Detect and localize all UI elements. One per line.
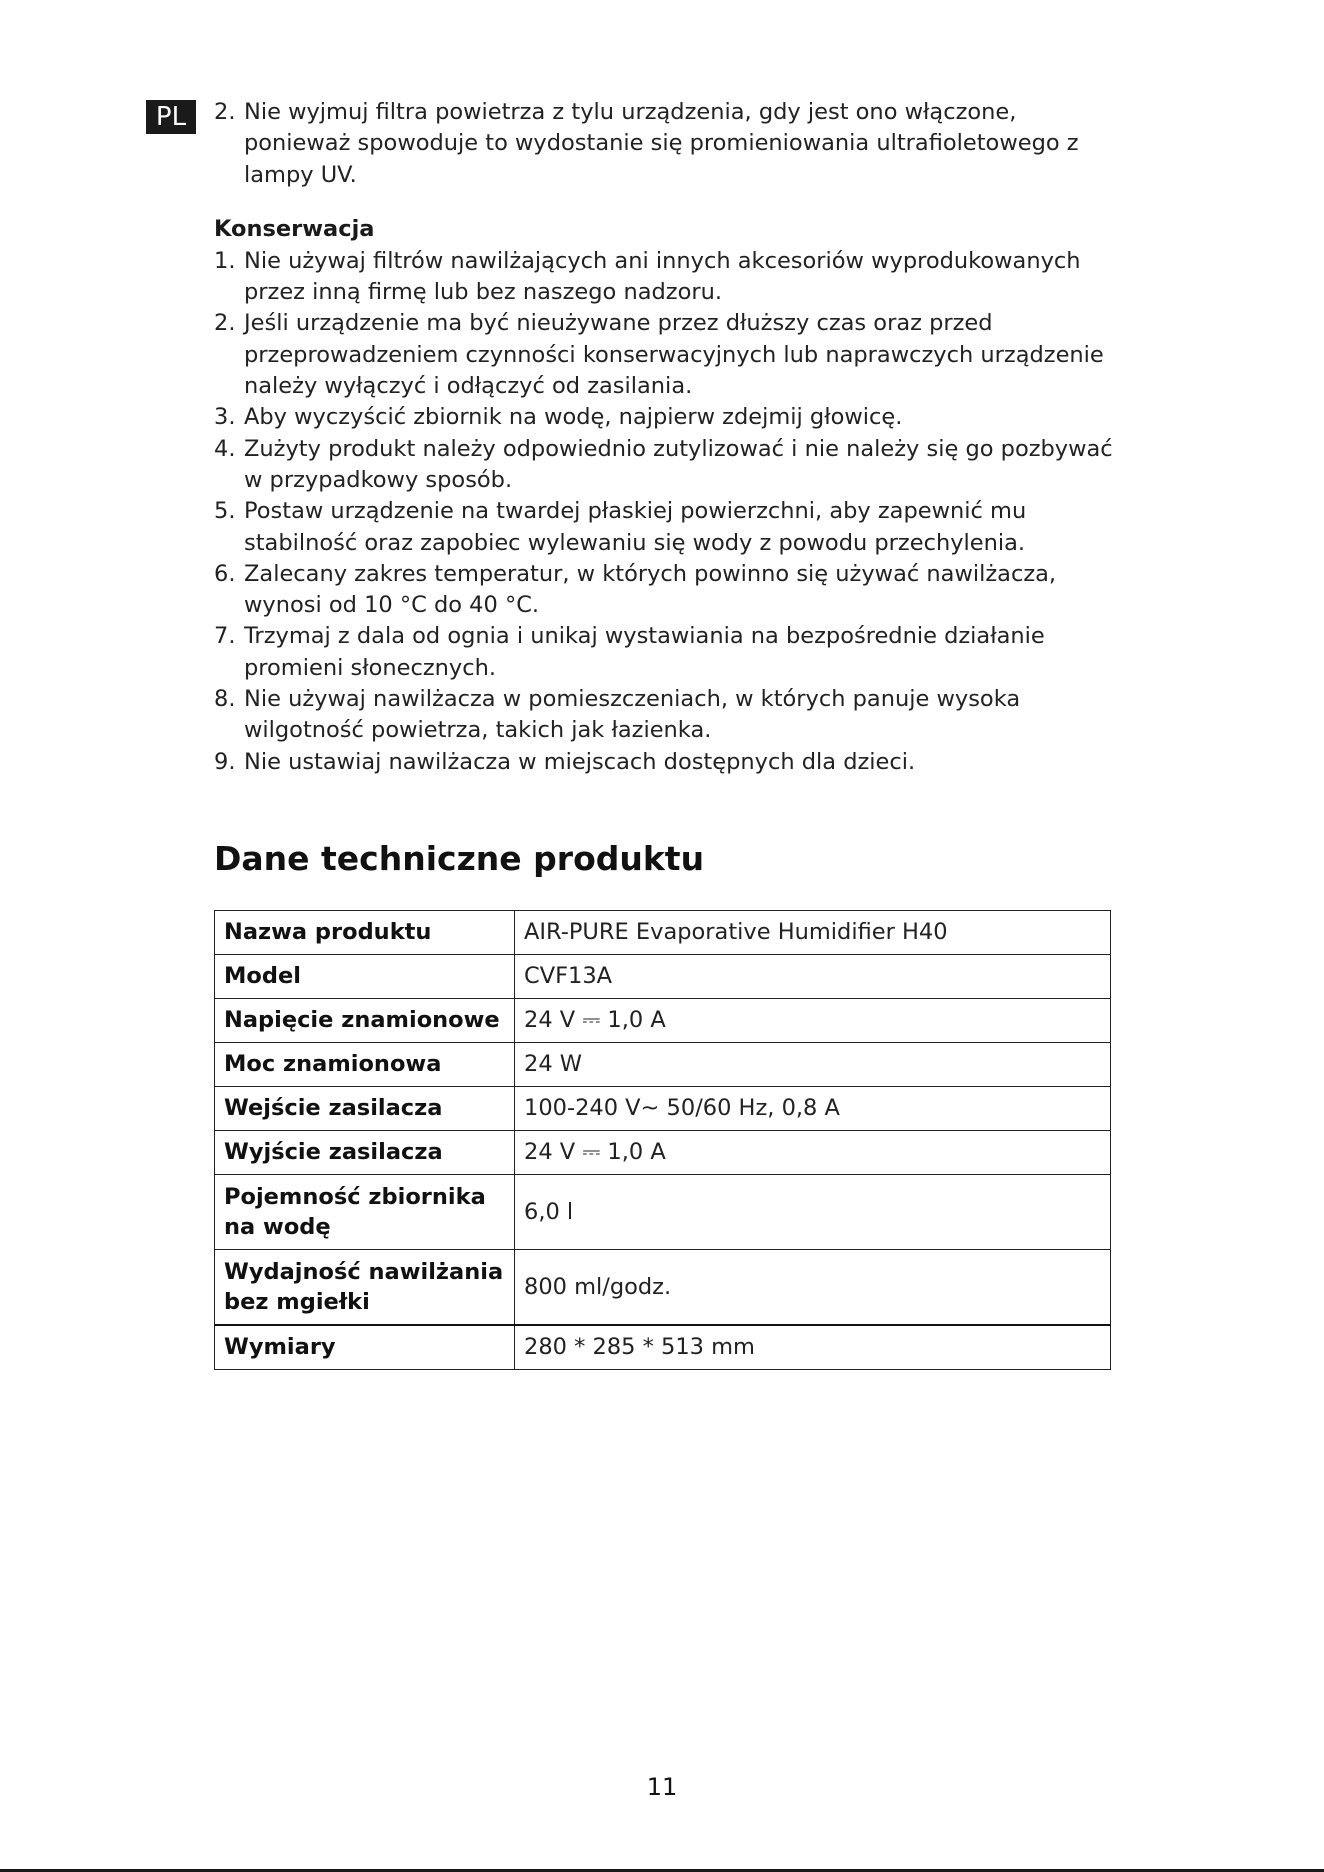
- table-row: [215, 910, 1111, 954]
- spec-label: Pojemność zbiornika na wodę: [215, 1174, 515, 1249]
- spec-label: Moc znamionowa: [215, 1042, 515, 1086]
- spec-label: Wymiary: [215, 1325, 515, 1370]
- table-row: [215, 998, 1111, 1042]
- table-row: [215, 1130, 1111, 1174]
- list-item: [214, 496, 1114, 559]
- list-item-text: Jeśli urządzenie ma być nieużywane przez dłuższy czas oraz przed przeprowadzeniem czynności konserwacyjnych lub naprawczych urządzenie należy wyłączyć i odłączyć od zasilania.: [244, 310, 1104, 400]
- spec-label: Napięcie znamionowe: [215, 998, 515, 1042]
- spec-value: 6,0 l: [515, 1174, 1111, 1249]
- table-row: [215, 1086, 1111, 1130]
- spec-value: 800 ml/godz.: [515, 1249, 1111, 1325]
- list-item: [214, 308, 1114, 402]
- list-item-number: 7.: [214, 623, 236, 650]
- spec-value: 24 V ⎓ 1,0 A: [515, 998, 1111, 1042]
- maintenance-list: [214, 246, 1114, 778]
- list-item-number: 8.: [214, 686, 236, 713]
- list-item: [214, 402, 1114, 433]
- list-item: [214, 559, 1114, 622]
- table-row: [215, 1042, 1111, 1086]
- spec-label: Wyjście zasilacza: [215, 1130, 515, 1174]
- spec-label: Wydajność nawilżania bez mgiełki: [215, 1249, 515, 1325]
- list-item: [214, 97, 1114, 191]
- list-item-number: 6.: [214, 560, 236, 587]
- list-item-text: Nie używaj filtrów nawilżających ani innych akcesoriów wyprodukowanych przez inną firmę lub bez naszego nadzoru.: [244, 247, 1081, 306]
- list-item: [214, 246, 1114, 309]
- list-item-text: Zalecany zakres temperatur, w których powinno się używać nawilżacza, wynosi od 10 °C do 40 °C.: [244, 560, 1057, 619]
- list-item-number: 4.: [214, 435, 236, 462]
- spec-value: 100-240 V~ 50/60 Hz, 0,8 A: [515, 1086, 1111, 1130]
- list-item-number: 2.: [214, 310, 236, 337]
- spec-label: Wejście zasilacza: [215, 1086, 515, 1130]
- list-item-number: 5.: [214, 498, 236, 525]
- table-row: [215, 1174, 1111, 1249]
- intro-list: [214, 97, 1114, 191]
- list-item: [214, 684, 1114, 747]
- specs-title: Dane techniczne produktu: [214, 838, 705, 878]
- specs-table: [214, 910, 1111, 1370]
- maintenance-heading: Konserwacja: [214, 215, 375, 242]
- language-badge: PL: [146, 100, 196, 134]
- list-item-number: 2.: [214, 99, 236, 125]
- spec-value: 24 W: [515, 1042, 1111, 1086]
- list-item-text: Trzymaj z dala od ognia i unikaj wystawiania na bezpośrednie działanie promieni słonecznych.: [244, 623, 1045, 681]
- table-row: [215, 1249, 1111, 1325]
- table-row: [215, 954, 1111, 998]
- spec-value: CVF13A: [515, 954, 1111, 998]
- page-content: [214, 97, 1114, 1370]
- table-row: [215, 1325, 1111, 1370]
- list-item-text: Nie używaj nawilżacza w pomieszczeniach, w których panuje wysoka wilgotność powietrza, takich jak łazienka.: [244, 686, 1021, 744]
- list-item: [214, 434, 1114, 497]
- list-item-text: Zużyty produkt należy odpowiednio zutylizować i nie należy się go pozbywać w przypadkowy sposób.: [244, 435, 1113, 493]
- list-item-number: 3.: [214, 404, 236, 431]
- list-item: [214, 747, 1114, 778]
- spec-label: Model: [215, 954, 515, 998]
- list-item-text: Nie ustawiaj nawilżacza w miejscach dostępnych dla dzieci.: [244, 748, 916, 775]
- list-item-number: 9.: [214, 748, 236, 775]
- list-item: [214, 621, 1114, 684]
- list-item-text: Nie wyjmuj filtra powietrza z tylu urządzenia, gdy jest ono włączone, ponieważ spowoduje to wydostanie się promieniowania ultrafioletowego z lampy UV.: [244, 99, 1079, 188]
- list-item-text: Aby wyczyścić zbiornik na wodę, najpierw zdejmij głowicę.: [244, 404, 903, 431]
- spec-label: Nazwa produktu: [215, 910, 515, 954]
- page-number: 11: [646, 1773, 678, 1801]
- spec-value: AIR-PURE Evaporative Humidifier H40: [515, 910, 1111, 954]
- list-item-text: Postaw urządzenie na twardej płaskiej powierzchni, aby zapewnić mu stabilność oraz zapobiec wylewaniu się wody z powodu przechylenia.: [244, 498, 1027, 556]
- list-item-number: 1.: [214, 247, 236, 274]
- spec-value: 280 * 285 * 513 mm: [515, 1325, 1111, 1370]
- spec-value: 24 V ⎓ 1,0 A: [515, 1130, 1111, 1174]
